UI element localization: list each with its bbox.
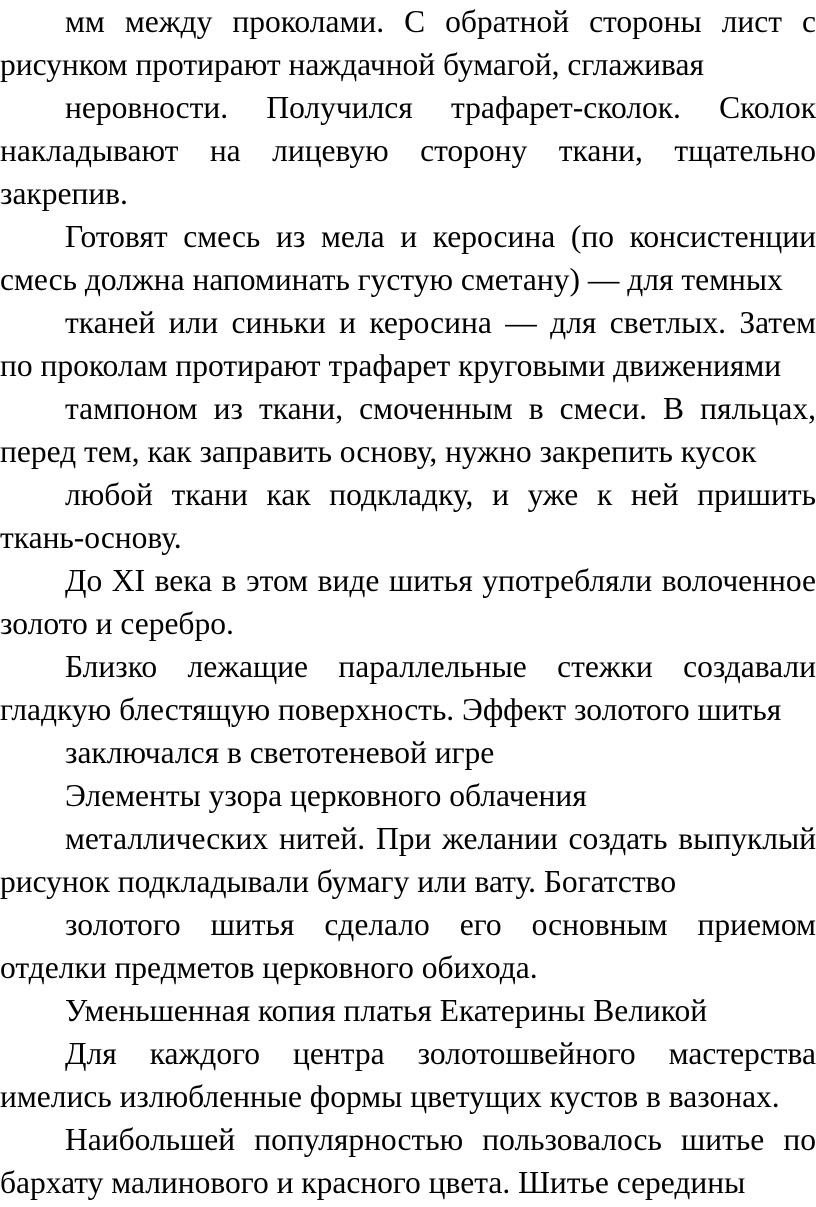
text-line: отделки предметов церковного обихода. bbox=[0, 950, 538, 985]
text-line: рисунком протирают наждачной бумагой, сглаживая bbox=[0, 47, 704, 82]
text-line: Близко лежащие параллельные стежки создавали bbox=[65, 649, 816, 684]
text-line: бархату малинового и красного цвета. Шитье середины bbox=[0, 1165, 746, 1200]
text-line: Наибольшей популярностью пользовалось шитье по bbox=[65, 1122, 816, 1157]
text-line: металлических нитей. При желании создать выпуклый bbox=[65, 821, 816, 856]
text-line: перед тем, как заправить основу, нужно закрепить кусок bbox=[0, 434, 757, 469]
text-line: неровности. Получился трафарет-сколок. Сколок bbox=[65, 90, 816, 125]
text-line: накладывают на лицевую сторону ткани, тщательно bbox=[0, 133, 816, 168]
text-line: имелись излюбленные формы цветущих кустов в вазонах. bbox=[0, 1079, 780, 1114]
text-line: гладкую блестящую поверхность. Эффект золотого шитья bbox=[0, 692, 782, 727]
text-line: по проколам протирают трафарет круговыми движениями bbox=[0, 348, 782, 383]
text-line: золото и серебро. bbox=[0, 606, 234, 641]
text-line: Элементы узора церковного облачения bbox=[65, 778, 587, 813]
text-line: закрепив. bbox=[0, 176, 128, 211]
text-line: До XI века в этом виде шитья употребляли волоченное bbox=[65, 563, 816, 598]
text-line: ткань-основу. bbox=[0, 520, 182, 555]
text-line: золотого шитья сделало его основным приемом bbox=[65, 907, 816, 942]
text-line: мм между проколами. С обратной стороны лист с bbox=[65, 4, 816, 39]
text-line: любой ткани как подкладку, и уже к ней пришить bbox=[65, 477, 816, 512]
text-line: рисунок подкладывали бумагу или вату. Богатство bbox=[0, 864, 677, 899]
text-line: Уменьшенная копия платья Екатерины Великой bbox=[65, 993, 708, 1028]
text-line: тампоном из ткани, смоченным в смеси. В пяльцах, bbox=[65, 391, 816, 426]
text-line: заключался в светотеневой игре bbox=[65, 735, 495, 770]
text-line: смесь должна напоминать густую сметану) — для темных bbox=[0, 262, 783, 297]
text-line: Для каждого центра золотошвейного мастерства bbox=[65, 1036, 816, 1071]
text-line: тканей или синьки и керосина — для светлых. Затем bbox=[65, 305, 816, 340]
text-line: Готовят смесь из мела и керосина (по консистенции bbox=[65, 219, 816, 254]
